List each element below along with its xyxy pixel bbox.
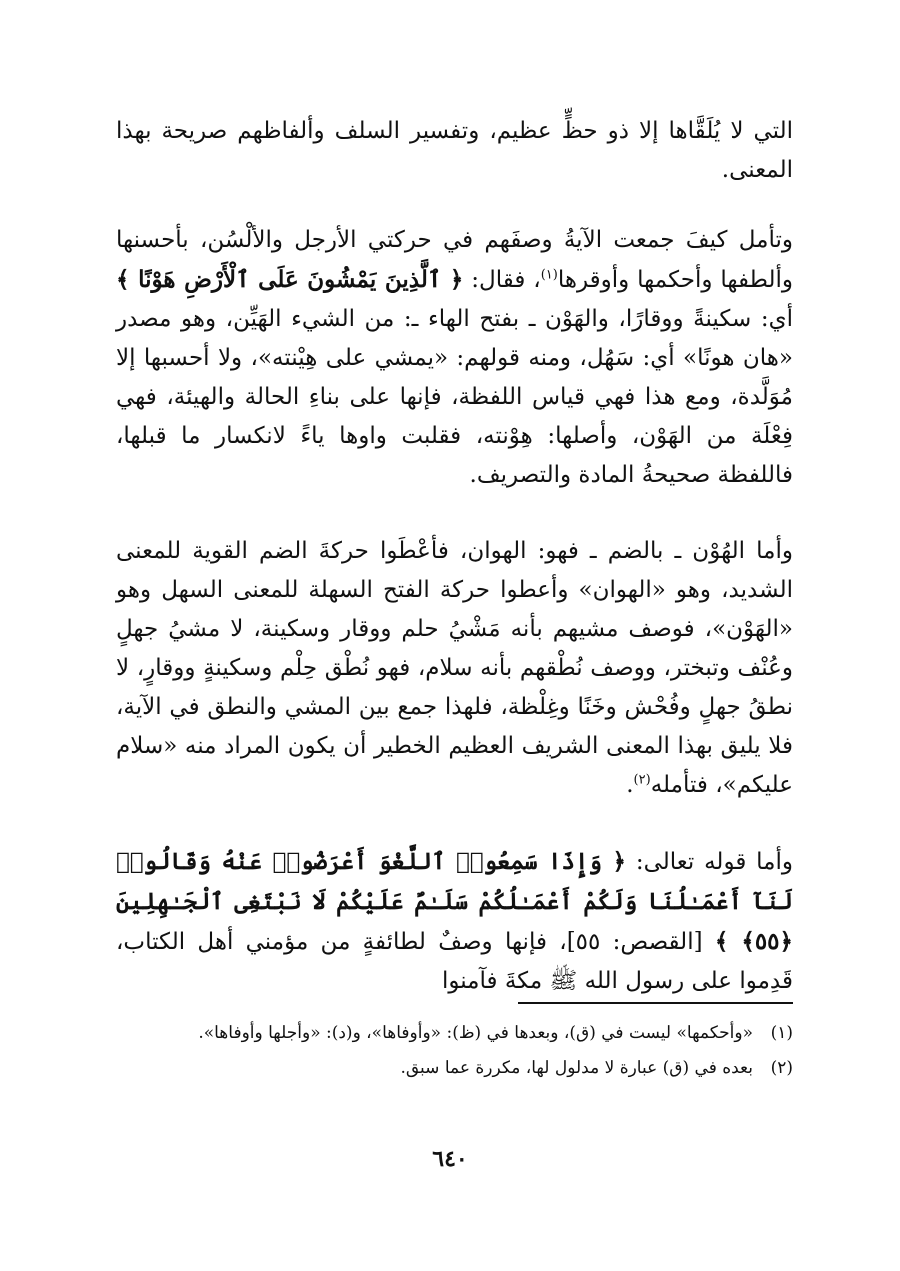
footnote-separator xyxy=(518,1002,793,1004)
paragraph-2-text-b: ، فقال: xyxy=(463,267,541,293)
footnote-1-number: (١) xyxy=(770,1023,793,1043)
paragraph-2 xyxy=(116,221,793,495)
paragraph-4-text-b: ، فإنها وصفٌ لطائفةٍ من مؤمني أهل الكتاب، قَدِموا على رسول الله ﷺ مكةَ فآمنوا xyxy=(116,929,793,994)
page-number: ٦٤٠ xyxy=(432,1146,468,1172)
quran-verse-qasas: ﴿ وَإِذَا سَمِعُوا۟ ٱللَّغْوَ أَعْرَضُوا۟ عَنْهُ وَقَالُوا۟ لَنَآ أَعْمَـٰلُنَا وَلَكُمْ أَعْمَـٰلُكُمْ سَلَـٰمٌ عَلَيْكُمْ لَا نَبْتَغِى ٱلْجَـٰهِلِينَ ﴿٥٥﴾ ﴾ xyxy=(116,848,794,955)
paragraph-4 xyxy=(116,842,793,1001)
footnote-1 xyxy=(116,1018,793,1049)
paragraph-2-text-c: أي: سكينةً ووقارًا، والهَوْن ـ بفتح الهاء ـ: من الشيء الهَيِّن، وهو مصدر «هان هونًا» أي: سَهُل، ومنه قولهم: «يمشي على هِيْنته»، ولا أحسبها إلا مُوَلَّدة، ومع هذا فهي قياس اللفظة، فإنها على بناءِ الحالة والهيئة، فهي فِعْلَة من الهَوْن، وأصلها: هِوْنته، فقلبت واوها ياءً لانكسار ما قبلها، فاللفظة صحيحةُ المادة والتصريف. xyxy=(116,306,793,488)
paragraph-4-text-a: وأما قوله تعالى: xyxy=(625,849,793,875)
paragraph-1-text: التي لا يُلَقَّاها إلا ذو حظٍّ عظيم، وتفسير السلف وألفاظهم صريحة بهذا المعنى. xyxy=(116,118,793,183)
footnote-2-text: بعده في (ق) عبارة لا مدلول لها، مكررة عما سبق. xyxy=(400,1058,753,1078)
paragraph-3-end: . xyxy=(626,772,634,798)
paragraph-1 xyxy=(116,112,793,190)
footnotes xyxy=(116,1018,793,1088)
paragraph-2-text-a: وتأمل كيفَ جمعت الآيةُ وصفَهم في حركتي الأرجل والألْسُن، بأحسنها وألطفها وأحكمها وأوقرها xyxy=(116,227,793,293)
quran-verse-furqan: ﴿ ٱلَّذِينَ يَمْشُونَ عَلَى ٱلْأَرْضِ هَوْنًا ﴾ xyxy=(116,266,464,293)
footnote-1-text: «وأحكمها» ليست في (ق)، وبعدها في (ظ): «وأوفاها»، و(د): «وأجلها وأوفاها». xyxy=(198,1023,753,1043)
footnote-ref-1[interactable]: (١) xyxy=(540,267,558,283)
footnote-2 xyxy=(116,1053,793,1084)
footnote-2-number: (٢) xyxy=(770,1058,793,1078)
footnote-ref-2[interactable]: (٢) xyxy=(633,772,651,788)
verse-citation: [القصص: ٥٥] xyxy=(566,929,715,955)
paragraph-3-text: وأما الهُوْن ـ بالضم ـ فهو: الهوان، فأعْطَوا حركةَ الضم القوية للمعنى الشديد، وهو «الهوان» وأعطوا حركة الفتح السهلة للمعنى السهل وهو «الهَوْن»، فوصف مشيهم بأنه مَشْيُ حلم ووقار وسكينة، لا مشيُ جهلٍ وعُنْف وتبختر، ووصف نُطْقهم بأنه سلام، فهو نُطْق حِلْم وسكينةٍ ووقارٍ، لا نطقُ جهلٍ وفُحْش وخَنًا وغِلْظة، فلهذا جمع بين المشي والنطق في الآية، فلا يليق بهذا المعنى الشريف العظيم الخطير أن يكون المراد منه «سلام عليكم»، فتأمله xyxy=(116,538,793,798)
paragraph-3 xyxy=(116,532,793,805)
